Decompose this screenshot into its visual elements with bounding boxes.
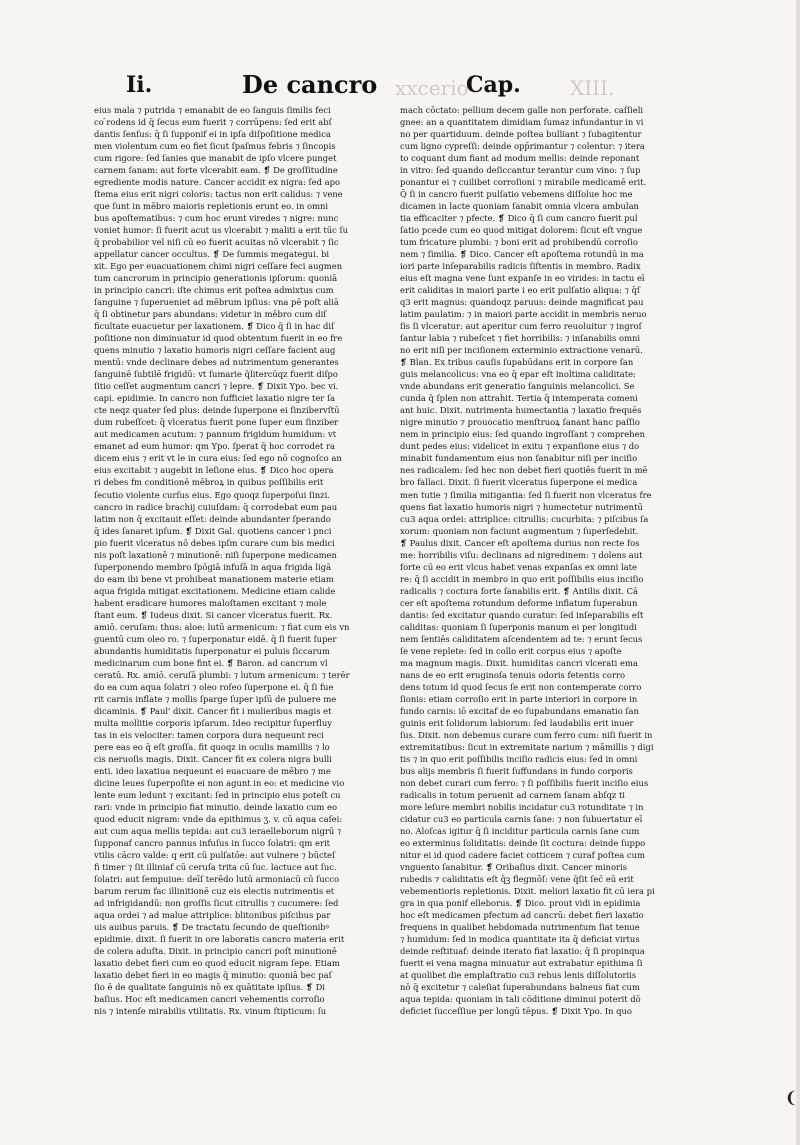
left-column-text-line: abundantis humiditatis ſuperponatur ei puluis ſiccarum	[94, 645, 330, 656]
right-column-text-line: tum fricature plumbi: ⁊ boni erit ad prohibendū corroſio	[400, 237, 638, 248]
right-column-text-line: in vitro: ſed quando deſiccantur terantur cum vino: ⁊ ſup	[400, 165, 641, 176]
left-column-text-line: nis poſt laxationē ⁊ minutionē: niſi ſuperpone medicamen	[94, 549, 337, 560]
right-column-text-line: iori parte inſeparabilis radicis ſiſtentis in membro. Radix	[400, 261, 641, 272]
right-column-text-line: cer eſt apoſtema rotundum deforme inflatum ſuperabun	[400, 597, 638, 608]
right-column-text-line: guis melancolicus: vna eo q̄ epar eſt inoltima caliditate:	[400, 369, 636, 380]
right-column-text-line: no per quartiduum. deinde poſtea bulliant ⁊ ſubagitentur	[400, 129, 642, 140]
right-column-text-line: non debet curari cum ferro: ⁊ ſi poſſibilis fuerit inciſio eius	[400, 777, 649, 788]
right-column-text-line: tia efficaciter ⁊ pfecte. ❡ Dico q̄ ſi cum cancro fuerit pul	[400, 213, 638, 224]
running-header	[0, 66, 800, 106]
right-column-text-line: ❡ Blan. Ex tribus cauſis ſupabūdans erit in corpore ſan	[400, 357, 634, 368]
left-column-text-line: cancro in radice brachij cuiuſdam: q̄ corrodebat eum pau	[94, 501, 338, 512]
right-column-text-line: nō q̄ excitetur ⁊ caleſiat ſuperabundans balneus fiat cum	[400, 982, 640, 993]
right-column-text-line: quens fiat laxatio humoris nigri ⁊ humectetur nutrimentū	[400, 501, 643, 512]
left-column-text-line: que ſunt in mēbro maioris repletionis erunt eo. in omni	[94, 201, 329, 212]
right-column-text-line: eius eſt magna vene ſunt expanſe in eo virides: in tactu eī	[400, 273, 645, 284]
left-column-text-line: enti. ideo laxatiua nequeunt ei euacuare de mēbro ⁊ me	[94, 765, 331, 776]
left-column-text-line: bus apoſtematibus: ⁊ cum hoc erunt viredes ⁊ nigre: nunc	[94, 213, 339, 224]
left-column-text-line: mentū: vnde declinare debes ad nutrimentum generantes	[94, 357, 339, 368]
right-column-text-line: ſionis: etiam corroſio erit in parte interiori in corpore in	[400, 693, 638, 704]
left-column-text-line: nis ⁊ intenſe mirabilis vtilitatis. Rx. vinum ſtipticum: ſu	[94, 1006, 327, 1017]
left-column-text-line: q̄ ides ſanaret ipſum. ❡ Dixit Gal. quotiens cancer i pnci	[94, 525, 332, 536]
right-column-text-line: radicalis ⁊ coctura forte ſanabilis erit. ❡ Antilis dixit. Cā	[400, 585, 639, 596]
left-column-text-line: do eam ibi bene vt prohibeat manationem materie etiam	[94, 573, 334, 584]
left-column-text-line: quens minutio ⁊ laxatio humoris nigri ceſſare facient aug	[94, 345, 336, 356]
right-column-text-line: latim paulatim: ⁊ in maiori parte accidit in membris neruo	[400, 309, 647, 320]
left-column-text-line: aqua ordei ⁊ ad malue attriplice: blitonibus piſcibus par	[94, 910, 331, 921]
right-column-text-line: cidatur cu3 eo particula carnis ſane: ⁊ non ſubuertatur eī	[400, 813, 643, 824]
left-column-text-line: dicem eius ⁊ erit vt le in cura eius: ſed ego nō cognoſco an	[94, 453, 342, 464]
margin-bracket-mark: ❨	[784, 1088, 798, 1107]
left-column-text-line: ſitio ceſſet augmentum cancri ⁊ lepre. ❡ Dixit Ypo. bec vi.	[94, 381, 339, 392]
right-column-text-line: tis ⁊ in quo erit poſſibilis inciſio radicis eius: ſed in omni	[400, 753, 638, 764]
left-column-text-line: voniet humor: ſi fuerit acut us vlcerabit ⁊ maliti a erit tūc ſu	[94, 225, 349, 236]
left-column-text-line: lente eum ledunt ⁊ excitant: ſed in principio eius poteſt cu	[94, 789, 341, 800]
right-column-text-line: dicamen in lacte quoniam ſanabit omnia vlcera ambulan	[400, 201, 639, 212]
right-column-text-line: dantis: ſed excitatur quando curatur: ſed inſeparabilis eſt	[400, 609, 644, 620]
right-column-text-line: forte cū eo erit vlcus habet venas expanſas ex omni late	[400, 561, 637, 572]
right-column-text-line: q3 erit magnus: quandoqz paruus: deinde magnificat pau	[400, 297, 644, 308]
right-column-text-line: nem in principio eius: ſed quando ingroſſant ⁊ comprehen	[400, 429, 645, 440]
bleed-through-chapter-number: XIII.	[570, 76, 615, 100]
right-column-text-line: ſe vene replete: ſed in collo erit corpus eius ⁊ apoſte	[400, 645, 622, 656]
right-column-text-line: ſis ſi vlceratur: aut aperitur cum ferro reuoluitur ⁊ ingroſ	[400, 321, 642, 332]
left-column-text-line: ſolatri: aut ſempuiue: deīſ terēdo lutū armoniacū cū ſucco	[94, 874, 340, 884]
left-column-text-line: men violentum cum eo fiet ſicut ſpaſmus febris ⁊ ſincopis	[94, 141, 336, 152]
left-column-text-line: q̄ probabilior vel niſi cū eo fuerit acuitas nō vlcerabit ⁊ ſic	[94, 237, 339, 248]
left-column-text-line: ſupponaf cancro pannus infuſus in ſucco ſolatri: qm erit	[94, 837, 331, 848]
right-column-text-line: nans de eo erit eruginoſa tenuis odoris fetentis corro	[400, 669, 626, 680]
left-column-text-line: ſio ē de qualitate ſanguinis nō ex quātitate ipſius. ❡ Di	[94, 982, 325, 993]
left-column-text-line: tas in eis velociter: tamen corpora dura nequeunt reci	[94, 729, 324, 740]
right-column-text-line: vnde abundans erit generatio ſanguinis melancolici. Se	[400, 381, 635, 392]
right-column-text-line: deinde reſtituaf: deinde iterato fiat laxatio: q̄ ſi propinqua	[400, 946, 645, 957]
chapter-label: Cap.	[466, 72, 521, 98]
running-title: De cancro	[242, 70, 378, 99]
right-column-text-line: no. Aloſcas igitur q̄ ſi inciditur particula carnis ſane cum	[400, 825, 640, 836]
right-column-text-line: gra in qua ponif elleborus. ❡ Dico. prout vidi in epidimia	[400, 898, 641, 909]
right-column-text-line: gnee: an a quantitatem dimidiam ſumaz infundantur in vi	[400, 117, 644, 128]
bleed-through-text: xxcerio	[395, 76, 469, 100]
left-column-text-line: ſecutio violente curſus eius. Ego quoqz ſuperpoſui ſinzi.	[94, 489, 330, 500]
right-column-text-line: extremitatibus: ſicut in extremitate narium ⁊ māmillis ⁊ digi	[400, 741, 654, 752]
left-column-text-line: poſitione non diminuatur id quod obtentum fuerit in eo fre	[94, 333, 343, 344]
left-column-text-line: guentū cum oleo ro. ⁊ ſuperponatur eidē. q̄ ſi fuerit ſuper	[94, 633, 337, 644]
right-column-text-line: re: q̄ ſi accidit in membro in quo erit poſſibilis eius inciſio	[400, 573, 644, 584]
right-column-text-line: nem ⁊ ſimilia. ❡ Dico. Cancer eſt apoſtema rotundū in ma	[400, 249, 644, 260]
right-column-text-line: fundo carnis: iō excitaf de eo ſupabundans emanatio ſan	[400, 705, 639, 716]
left-column-text-line: baſius. Hoc eſt medicamen cancri vehementis corroſio	[94, 994, 325, 1005]
right-column-text-line: vnguento ſanabitur. ❡ Oribaſius dixit. Cancer minoris	[400, 861, 627, 872]
right-column-text-line: more leſure membri nobilis incidatur cu3 rotunditate ⁊ in	[400, 801, 644, 812]
right-column-text-line: Q̄ ſi in cancro fuerit pulſatio vebemens diſſolue hoc me	[400, 189, 633, 200]
right-column-text-line: ſus. Dixit. non debemus curare cum ferro cum: niſi fuerit in	[400, 729, 653, 740]
right-column-text-line: rubedis ⁊ caliditatis eſt q̄ꝫ flegmōſ: vene q̄ſit ſec̄ eū erit	[400, 874, 634, 884]
right-column-text-line: bro fallaci. Dixit. ſi fuerit vlceratus ſuperpone ei medica	[400, 477, 638, 488]
right-column-text-line: nem ſentiēs caliditatem aſcendentem ad te: ⁊ erunt ſecus	[400, 633, 643, 644]
left-column-text-line: eius mala ⁊ putrida ⁊ emanabit de eo ſanguis ſimilis feci	[94, 105, 331, 115]
right-column-text-line: deficiet ſucceſſiue per longū tēpus. ❡ Dixit Ypo. In quo	[400, 1006, 632, 1017]
left-column-text-line: laxatio debet fieri cum eo quod educit nigram ſepe. Etiam	[94, 958, 340, 969]
right-column-text-line: caliditas: quoniam ſi ſuperponis manum ei per longitudi	[400, 621, 637, 632]
right-column-text-line: aqua tepida: quoniam in tali cōditione diminui poterit dō	[400, 994, 641, 1005]
right-column-text-line: ma magnum magis. Dixit. humiditas cancri vlcerati ema	[400, 657, 638, 668]
left-column-text-line: quod educit nigram: vnde da epithimus ʒ. v. cū aqua caſei:	[94, 813, 343, 824]
right-column-text-line: ❡ Paulus dixit. Cancer eſt apoſtema durius non recte fos	[400, 537, 640, 548]
left-column-text-line: ceratū. Rx. amiō. ceruſā plumbi: ⁊ lutum armenicum: ⁊ terēr	[94, 669, 350, 680]
right-column-text-line: ſantur labia ⁊ rubeſcet ⁊ fiet horribilis: ⁊ inſanabilis omni	[400, 333, 641, 344]
right-column-text-line: ſatio pcede cum eo quod mitigat dolorem: ſicut eſt vngue	[400, 225, 643, 236]
left-column-text-line: ficultate euacuetur per laxationem. ❡ Dico q̄ ſi in hac diſ	[94, 321, 335, 332]
left-column-text-line: dicine leues ſuperpoſite ei non agunt in eo: et medicine vio	[94, 777, 345, 788]
right-column-text-line: dens totum id quod ſecus ſe erit non contemperate corro	[400, 681, 642, 692]
right-text-column	[400, 104, 658, 1017]
right-column-text-line: ponantur ei ⁊ cuilibet corroſioni ⁊ mirabile medicamē erit.	[400, 177, 647, 188]
left-column-text-line: ſuperponendo membro ſpōgiā infuſā in aqua frigida ligā	[94, 561, 332, 572]
right-column-text-line: bus alijs membris ſi fuerit ſuffundans in fundo corporis	[400, 765, 633, 776]
left-column-text-line: multa mollitie corporis ipſarum. Ideo recipitur ſuperfluy	[94, 717, 332, 728]
right-column-text-line: hoc eſt medicamen pfectum ad cancrū: debet fieri laxatio	[400, 910, 644, 921]
right-column-text-line: me: horribilis viſu: declinans ad nigredinem: ⁊ dolens aut	[400, 549, 643, 560]
right-column-text-line: nes radicalem: ſed hec non debet fieri quotiēs fuerit in mē	[400, 465, 648, 476]
left-column-text-line: barum rerum fac illinitionē cuz eis electis nutrimentis et	[94, 886, 335, 897]
left-column-text-line: egrediente modis nature. Cancer accidit ex nigra: ſed apo	[94, 177, 341, 188]
right-column-text-line: ⁊ humidum: ſed in modica quantitate ita q̄ deficiat virtus	[400, 934, 640, 945]
left-column-text-line: ſtema eius erit nigri coloris: tactus non erit calidus: ⁊ vene	[94, 189, 343, 200]
right-column-text-line: men tutie ⁊ ſimilia mitigantia: ſed ſi fuerit non vlceratus fre	[400, 489, 652, 500]
folio-number: Ii.	[126, 72, 153, 98]
left-column-text-line: uis auibus paruis. ❡ De tractatu ſecundo de queſtionibꝰ	[94, 922, 329, 933]
left-column-text-line: ſtant eum. ❡ Iudeus dixit. Si cancer vlceratus fuerit. Rx.	[94, 609, 333, 620]
left-column-text-line: rari: vnde in principio fiat minutio. deinde laxatio cum eo	[94, 801, 338, 812]
page-edge-shadow	[796, 0, 800, 1145]
right-column-text-line: fuerit ei vena magna minuatur aut extrabatur epithima ſi	[400, 958, 643, 969]
left-column-text-line: ri debes fm conditionē mēbroꝝ in quibus poſſibilis erit	[94, 477, 324, 488]
left-column-text-line: cum rigore: ſed ſanies que manabit de ipſo vlcere punget	[94, 153, 337, 164]
left-column-text-line: habent eradicare humores maloſtamen excitant ⁊ mole	[94, 597, 327, 608]
right-column-text-line: nitur ei id quod cadere faciet cotticem ⁊ curaf poſtea cum	[400, 849, 645, 860]
right-column-text-line: at quolibet die emplaſtratio cu3 rebus lenis diſſolutoriis	[400, 970, 637, 981]
left-column-text-line: xit. Ego per euacuationem chimi nigri ceſſare feci augmen	[94, 261, 343, 272]
left-column-text-line: aut medicamen acutum: ⁊ pannum frigidum humidum: vt	[94, 429, 337, 440]
left-column-text-line: latim non q̄ excitauit eſſet: deinde abundanter ſperando	[94, 513, 331, 524]
right-column-text-line: frequens in qualibet hebdomada nutrimentum ſiat tenue	[400, 922, 640, 933]
left-column-text-line: eius excitabit ⁊ augebit in leſione eius. ❡ Dico hoc opera	[94, 465, 334, 476]
left-column-text-line: aqua frigida mitigat excitationem. Medicine etiam calide	[94, 585, 336, 596]
left-column-text-line: medicinarum cum bone fint ei. ❡ Baron. ad cancrum vl	[94, 657, 328, 668]
left-column-text-line: amiō. ceruſam: thus: aloe: lutū armenicum: ⁊ fiat cum eis vn	[94, 621, 350, 632]
left-column-text-line: co ̄rodens id q̄ ſecus eum fuerit ⁊ corrūpens: ſed erit abſ	[94, 117, 332, 128]
right-column-text-line: to coquant dum fiant ad modum mellis: deinde reponant	[400, 153, 640, 164]
left-column-text-line: rit carnis inflate ⁊ mollis ſparge ſuper ipſū de puluere me	[94, 693, 337, 704]
left-column-text-line: ſanguinē ſubtilē frigidū: vt ſumarie q̄litercūqz fuerit diſpo	[94, 369, 338, 380]
left-column-text-line: do ea cum aqua ſolatri ⁊ oleo roſeo ſuperpone ei. q̄ ſi fue	[94, 681, 334, 692]
right-column-text-line: cu3 aqua ordei: attriplice: citrullis: cucurbita: ⁊ piſcibus ſa	[400, 513, 649, 524]
left-column-text-line: aut cum aqua mellis tepida: aut cu3 ieraelleborum nigrū ⁊	[94, 825, 342, 836]
left-column-text-line: q̄ ſi obtinetur pars abundans: videtur in mēbro cum diſ	[94, 309, 327, 320]
right-column-text-line: ant huic. Dixit. nutrimenta humectantia ⁊ laxatio frequēs	[400, 405, 642, 416]
left-column-text-line: emanet ad eum humor: qm Ypo. ſperat q̄ hoc corrodet ra	[94, 441, 335, 452]
left-column-text-line: vtilis cācro valde: q erit cū pulſatōe: aut vulnere ⁊ būcteſ	[94, 849, 336, 860]
left-column-text-line: cte neqz quater ſed plus: deinde ſuperpone ei ſinzibervſtū	[94, 405, 340, 416]
right-column-text-line: mach cōctato: pellium decem galle non perforate. caſſieli	[400, 105, 644, 115]
left-column-text-line: tum cancrorum in principio generationis ipſorum: quoniā	[94, 273, 338, 284]
right-column-text-line: erit caliditas in maiori parte i eo erit pulſatio aliqua: ⁊ q̄ſ	[400, 285, 640, 296]
left-column-text-line: ſanguine ⁊ ſuperueniet ad mēbrum ipſius: vna pē poſt aliā	[94, 297, 339, 308]
left-column-text-line: appellatur cancer occultus. ❡ De ſummis megategui. bi	[94, 249, 330, 260]
left-column-text-line: in principio cancri: iſte chimus erit poſtea admixtus cum	[94, 285, 334, 296]
left-column-text-line: laxatio debet fieri in eo magis q̄ minutio: quoniā bec paſ	[94, 970, 332, 981]
right-column-text-line: xorum: quoniam non faciunt augmentum ⁊ ſuperſedebit.	[400, 525, 639, 536]
left-column-text-line: carnem ſanam: aut forte vlcerabit eam. ❡ De groſſitudine	[94, 165, 338, 176]
left-column-text-line: dicaminis. ❡ Paul' dixit. Cancer fit i mulieribus magis et	[94, 705, 332, 716]
left-column-text-line: cis neruoſis magis. Dixit. Cancer fit ex colera nigra bulli	[94, 753, 332, 764]
left-column-text-line: fi timer ⁊ ſit illiniaf cū ceruſa trita cū ſuc. lactuce aut ſuc.	[94, 861, 337, 872]
right-column-text-line: eo exterminus ſoliditatis: deinde ſit coctura: deinde ſuppo	[400, 837, 646, 848]
left-column-text-line: epidimie. dixit. ſi fuerit in ore laboratis cancro materia erit	[94, 934, 345, 945]
left-column-text-line: dum rubeſſcet: q̄ vlceratus fuerit pone ſuper eum ſinziber	[94, 417, 339, 428]
right-column-text-line: cum ligno cypreſſi: deinde opp̄rimantur ⁊ colentur: ⁊ itera	[400, 141, 645, 152]
left-text-column	[94, 104, 352, 1017]
right-column-text-line: vebementioris repletionis. Dixit. meliori laxatio fit cū iera pi	[400, 886, 655, 897]
right-column-text-line: no erit niſi per inciſionem exterminio extractione venarū.	[400, 345, 643, 356]
left-column-text-line: pio fuerit vlceratus nō debes ipſm curare cum bis medici	[94, 537, 335, 548]
left-column-text-line: pere eas eo q̄ eſt groſſa. fit quoqz in oculis mamillis ⁊ lo	[94, 741, 330, 752]
right-column-text-line: nigre minutio ⁊ prouocatio menſtruoꝝ ſanant hanc paſſio	[400, 417, 640, 428]
left-column-text-line: de colera aduſta. Dixit. in principio cancri poſt minutionē	[94, 946, 337, 957]
left-column-text-line: capi. epidimie. In cancro non ſufficiet laxatio nigre ter ſa	[94, 393, 336, 404]
left-column-text-line: ad infrigidandū: non groſſis ſicut citrullis ⁊ cucumere: ſed	[94, 898, 339, 909]
right-column-text-line: cunda q̄ ſplen non attrahit. Tertia q̄ intemperata comeni	[400, 393, 638, 404]
right-column-text-line: guinis erit ſolidorum labiorum: ſed laudabilis erit inuer	[400, 717, 634, 728]
right-column-text-line: minabit fundamentum eius non ſanabitur niſi per inciſio	[400, 453, 638, 464]
left-column-text-line: dantis ſenſus: q̄ ſi ſupponif ei in ipſa diſpoſitione medica	[94, 129, 331, 140]
right-column-text-line: dunt pedes eius: videlicet in exitu ⁊ expanſione eius ⁊ do	[400, 441, 640, 452]
right-column-text-line: radicalis in totum peruenit ad carnem ſanam abſqz ti	[400, 789, 625, 800]
